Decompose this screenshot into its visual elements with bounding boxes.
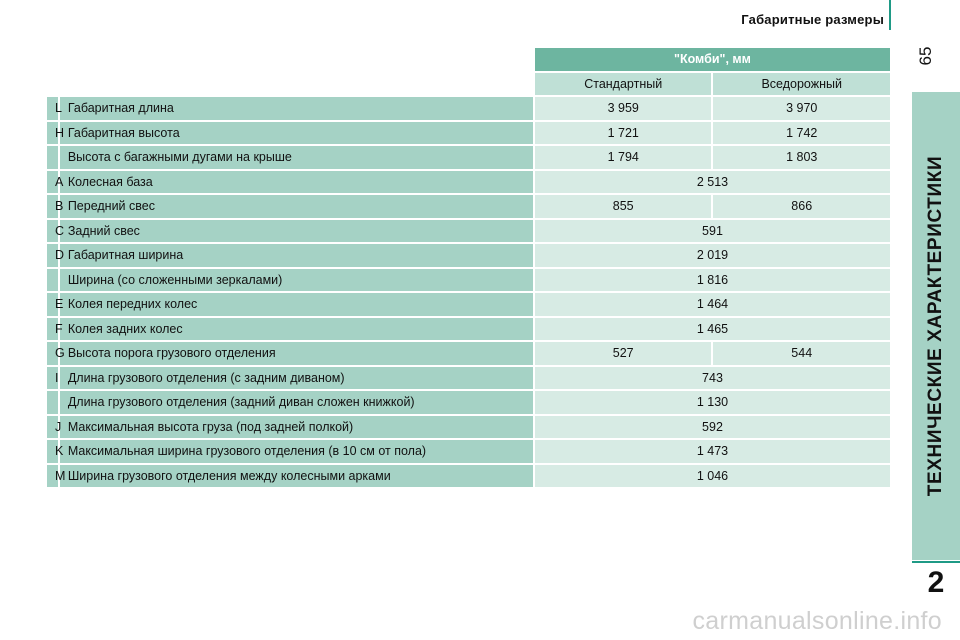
row-code bbox=[47, 391, 58, 414]
table-row bbox=[47, 440, 890, 463]
row-value-shared: 1 816 bbox=[535, 269, 890, 292]
watermark: carmanualsonline.info bbox=[692, 607, 942, 635]
row-label: Колесная база bbox=[60, 171, 533, 194]
row-label: Габаритная высота bbox=[60, 122, 533, 145]
chapter-title: ТЕХНИЧЕСКИЕ ХАРАКТЕРИСТИКИ bbox=[925, 155, 946, 497]
row-label: Габаритная ширина bbox=[60, 244, 533, 267]
row-code: H bbox=[47, 122, 58, 145]
row-label: Высота порога грузового отделения bbox=[60, 342, 533, 365]
row-label: Колея задних колес bbox=[60, 318, 533, 341]
row-code: E bbox=[47, 293, 58, 316]
row-label: Передний свес bbox=[60, 195, 533, 218]
table-row bbox=[47, 244, 890, 267]
row-value-shared: 592 bbox=[535, 416, 890, 439]
row-value-standard: 3 959 bbox=[535, 97, 711, 120]
row-value-shared: 743 bbox=[535, 367, 890, 390]
row-value-offroad: 1 803 bbox=[713, 146, 890, 169]
header-divider bbox=[889, 0, 891, 30]
row-label: Длина грузового отделения (с задним диваном) bbox=[60, 367, 533, 390]
table-row bbox=[47, 318, 890, 341]
row-code: F bbox=[47, 318, 58, 341]
row-code: L bbox=[47, 97, 58, 120]
row-value-shared: 1 473 bbox=[535, 440, 890, 463]
row-value-offroad: 544 bbox=[713, 342, 890, 365]
row-value-shared: 1 464 bbox=[535, 293, 890, 316]
row-label: Задний свес bbox=[60, 220, 533, 243]
table-column-header-row bbox=[47, 73, 890, 96]
row-code: D bbox=[47, 244, 58, 267]
row-value-standard: 1 794 bbox=[535, 146, 711, 169]
table-row bbox=[47, 122, 890, 145]
chapter-divider bbox=[912, 561, 960, 563]
row-code: M bbox=[47, 465, 58, 488]
dimensions-table bbox=[45, 46, 892, 489]
row-value-shared: 2 513 bbox=[535, 171, 890, 194]
page-number: 65 bbox=[916, 46, 935, 66]
row-label: Максимальная высота груза (под задней полкой) bbox=[60, 416, 533, 439]
table-row bbox=[47, 195, 890, 218]
row-value-standard: 527 bbox=[535, 342, 711, 365]
table-row bbox=[47, 171, 890, 194]
row-value-standard: 855 bbox=[535, 195, 711, 218]
row-code: I bbox=[47, 367, 58, 390]
row-value-shared: 1 130 bbox=[535, 391, 890, 414]
row-value-shared: 2 019 bbox=[535, 244, 890, 267]
row-label: Высота с багажными дугами на крыше bbox=[60, 146, 533, 169]
row-label: Габаритная длина bbox=[60, 97, 533, 120]
page-header-title: Габаритные размеры bbox=[741, 12, 884, 27]
row-code: G bbox=[47, 342, 58, 365]
row-code: A bbox=[47, 171, 58, 194]
column-header-offroad: Вседорожный bbox=[713, 73, 890, 96]
row-code: C bbox=[47, 220, 58, 243]
row-code: B bbox=[47, 195, 58, 218]
table-row bbox=[47, 367, 890, 390]
chapter-number: 2 bbox=[927, 566, 945, 599]
row-code bbox=[47, 269, 58, 292]
table-row bbox=[47, 465, 890, 488]
row-value-offroad: 1 742 bbox=[713, 122, 890, 145]
table-row bbox=[47, 220, 890, 243]
table-row bbox=[47, 416, 890, 439]
table-row bbox=[47, 97, 890, 120]
row-label: Ширина грузового отделения между колесными арками bbox=[60, 465, 533, 488]
table-group-header-row bbox=[47, 48, 890, 71]
row-code: J bbox=[47, 416, 58, 439]
column-header-standard: Стандартный bbox=[535, 73, 711, 96]
row-label: Длина грузового отделения (задний диван сложен книжкой) bbox=[60, 391, 533, 414]
table-row bbox=[47, 391, 890, 414]
row-label: Ширина (со сложенными зеркалами) bbox=[60, 269, 533, 292]
table-row bbox=[47, 293, 890, 316]
row-value-offroad: 3 970 bbox=[713, 97, 890, 120]
row-value-standard: 1 721 bbox=[535, 122, 711, 145]
row-value-shared: 591 bbox=[535, 220, 890, 243]
row-label: Максимальная ширина грузового отделения (в 10 см от пола) bbox=[60, 440, 533, 463]
row-value-shared: 1 465 bbox=[535, 318, 890, 341]
row-code bbox=[47, 146, 58, 169]
row-value-shared: 1 046 bbox=[535, 465, 890, 488]
table-row bbox=[47, 269, 890, 292]
row-label: Колея передних колес bbox=[60, 293, 533, 316]
table-row bbox=[47, 342, 890, 365]
chapter-side-tab bbox=[912, 92, 960, 560]
group-header: "Комби", мм bbox=[535, 48, 890, 71]
row-code: K bbox=[47, 440, 58, 463]
row-value-offroad: 866 bbox=[713, 195, 890, 218]
table-row bbox=[47, 146, 890, 169]
